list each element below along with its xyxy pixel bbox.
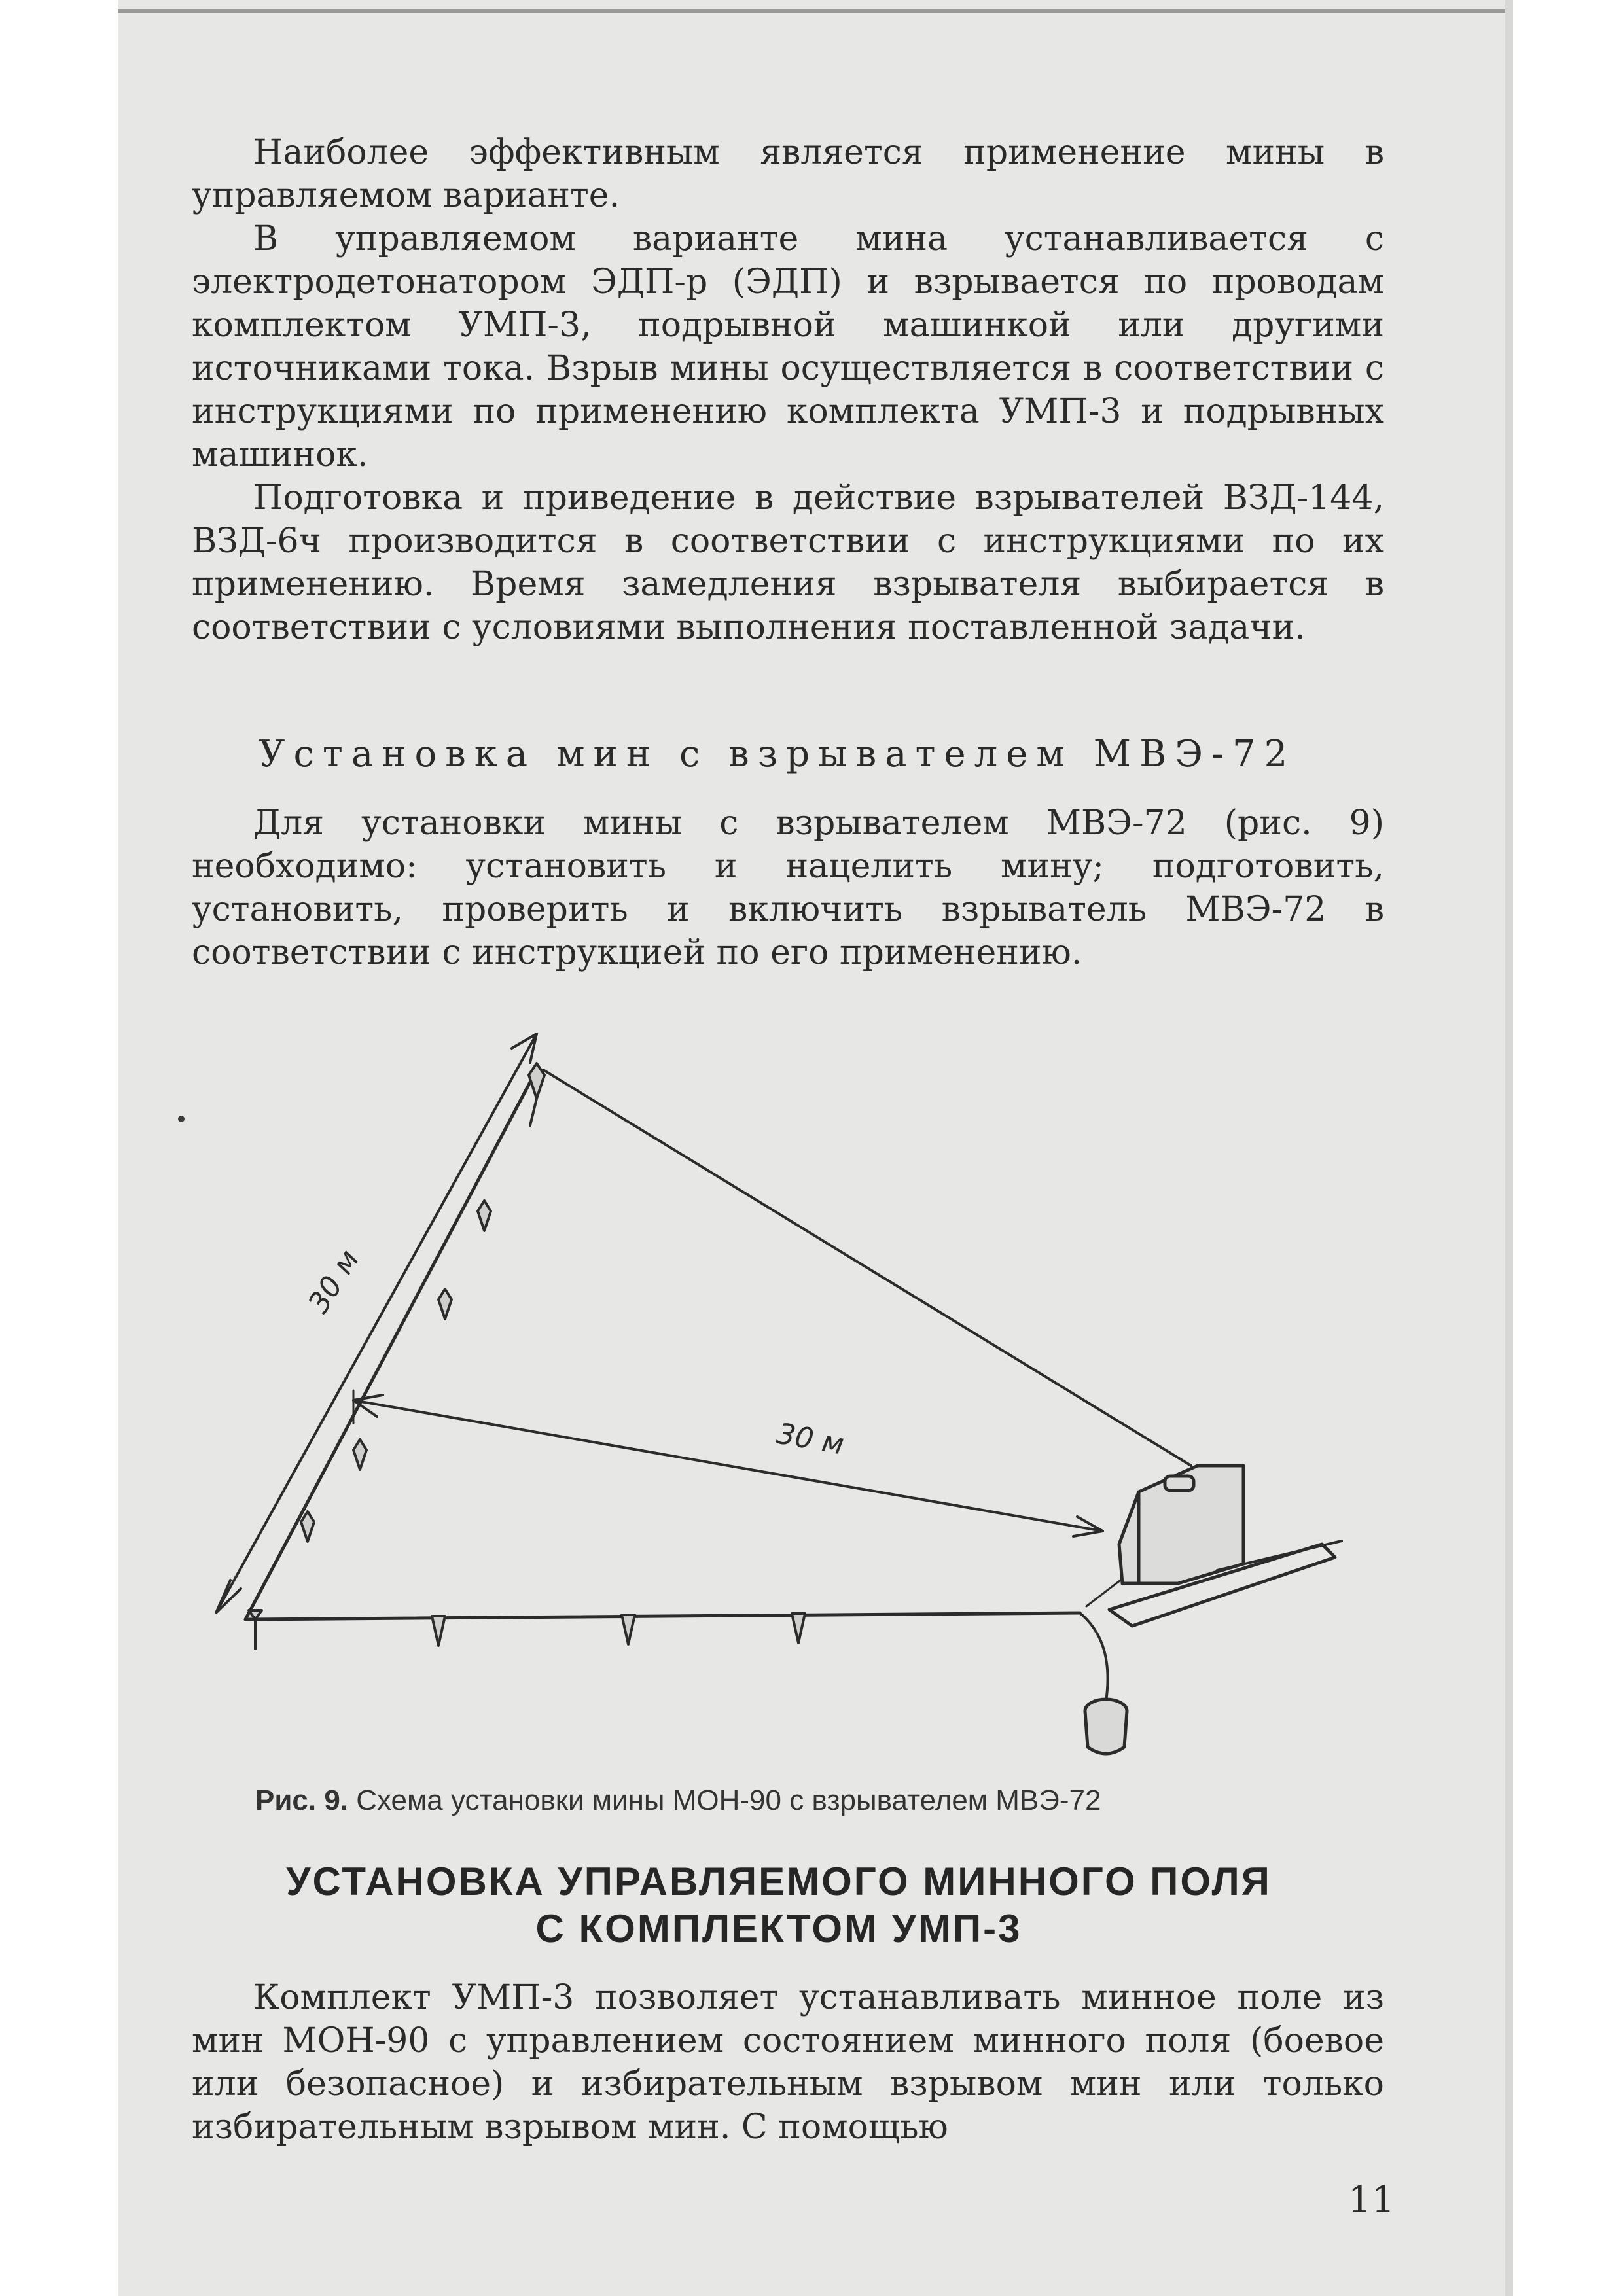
figure-caption [255, 1784, 1368, 1817]
diagram-svg [196, 1008, 1374, 1819]
paragraph: Наиболее эффективным является применение мины в управляемом варианте. [192, 133, 1384, 215]
text-block-bottom [192, 1976, 1384, 2149]
sensor-mve72 [1085, 1699, 1127, 1754]
page-number: 11 [1348, 2179, 1395, 2221]
paragraph: В управляемом варианте мина устанавливается с электродетонатором ЭДП-р (ЭДП) и взрывается по проводам комплектом УМП-3, подрывной машинкой или другими источниками тока. Взрыв мины осуществляется в соответствии с инструкциями по применению комплекта УМП-3 и подрывных машинок. [192, 219, 1384, 474]
text-block-top [192, 131, 1384, 649]
wire-bottom [245, 1613, 1080, 1619]
markers-left [249, 1063, 544, 1649]
sensor-cable [1080, 1613, 1108, 1701]
section-heading: Установка мин с взрывателем МВЭ-72 [259, 733, 1296, 775]
text-block-middle [192, 802, 1384, 974]
wire-right [543, 1070, 1191, 1466]
label-30m-center: 30 м [774, 1417, 847, 1462]
main-heading-line: С КОМПЛЕКТОМ УМП-3 [535, 1907, 1022, 1951]
main-heading-line: УСТАНОВКА УПРАВЛЯЕМОГО МИННОГО ПОЛЯ [286, 1860, 1272, 1903]
main-heading [196, 1858, 1361, 1952]
page-edge [1505, 0, 1513, 2296]
mine-mon90 [1109, 1466, 1342, 1626]
wire-left [245, 1070, 537, 1619]
paragraph: Подготовка и приведение в действие взрывателей ВЗД-144, ВЗД-6ч производится в соответствии с инструкциями по их применению. Время замедления взрывателя выбирается в соответствии с условиями выполнения поставленной задачи. [192, 478, 1384, 647]
scan-top-edge [118, 9, 1505, 13]
dimension-line-left [216, 1034, 537, 1613]
dimension-line-center [353, 1400, 1103, 1531]
figure-caption-text: Схема установки мины МОН-90 с взрывателем МВЭ-72 [356, 1784, 1101, 1816]
figure-caption-label: Рис. 9. [255, 1784, 349, 1816]
paragraph: Для установки мины с взрывателем МВЭ-72 (рис. 9) необходимо: установить и нацелить мину; подготовить, установить, проверить и включить взрыватель МВЭ-72 в соответствии с инструкцией по его применению. [192, 804, 1384, 972]
arrowhead [216, 1580, 241, 1613]
scan-speck [178, 1116, 185, 1122]
figure-minefield-diagram [196, 1008, 1374, 1819]
paragraph: Комплект УМП-3 позволяет устанавливать минное поле из мин МОН-90 с управлением состоянием минного поля (боевое или безопасное) и избирательным взрывом мин или только избирательным взрывом мин. С помощью [192, 1978, 1384, 2147]
label-30m-left: 30 м [302, 1244, 366, 1319]
